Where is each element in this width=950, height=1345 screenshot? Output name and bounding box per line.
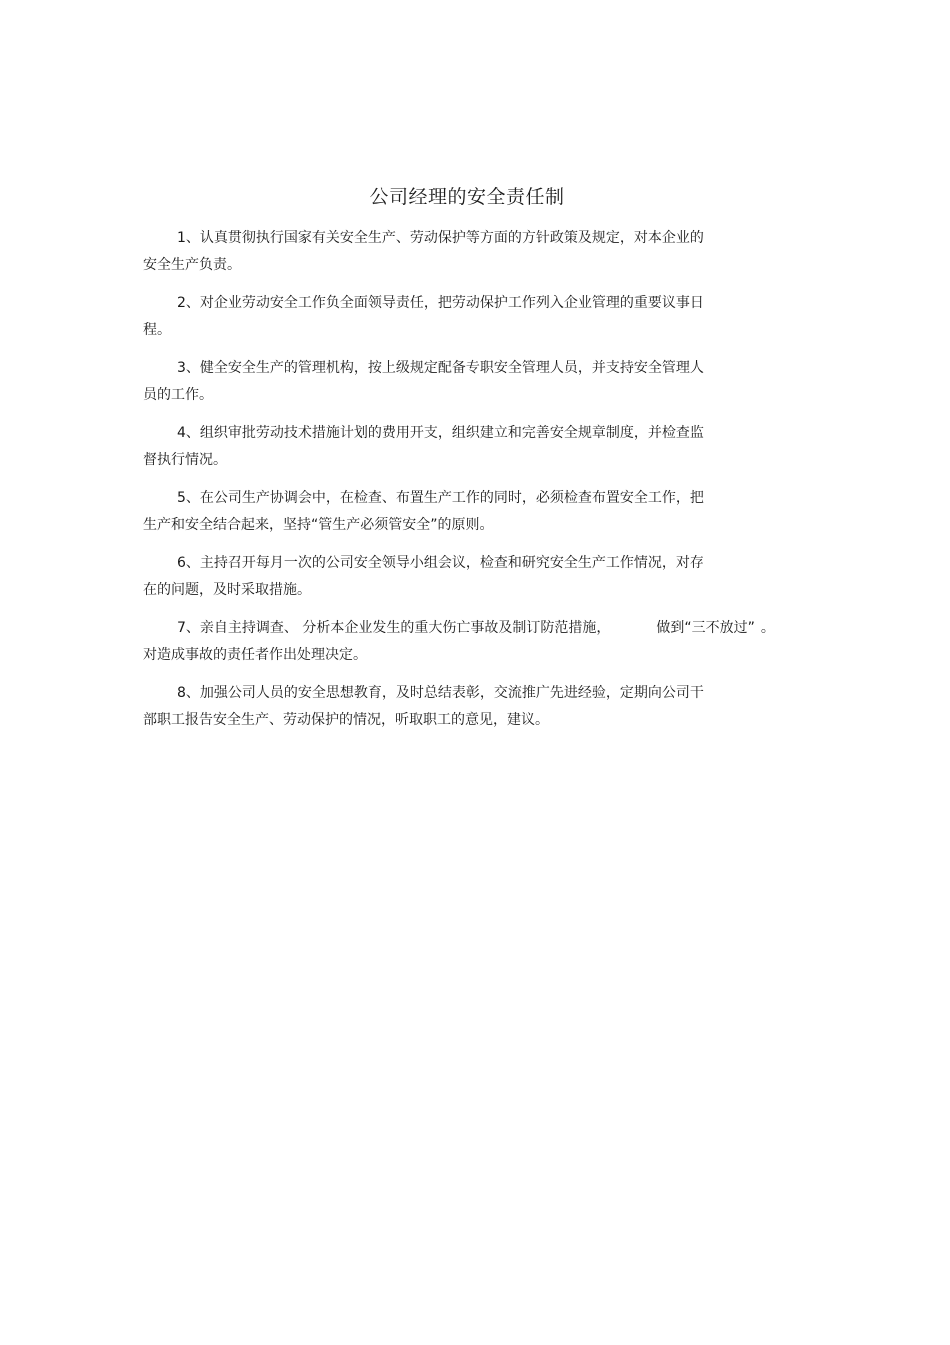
item-line-first: 5、在公司生产协调会中，在检查、布置生产工作的同时，必须检查布置安全工作，把 [177,490,704,506]
item-line-first: 3、健全安全生产的管理机构，按上级规定配备专职安全管理人员，并支持安全管理人 [177,360,704,376]
item-line-part-c: 。 [760,620,775,636]
item-line-continuation: 安全生产负责。 [143,257,241,273]
list-item [143,225,743,279]
list-item [143,680,743,734]
item-line-first: 4、组织审批劳动技术措施计划的费用开支，组织建立和完善安全规章制度，并检查监 [177,425,704,441]
responsibility-list [143,225,775,745]
item-line-part-b: 做到“三不放过” [656,620,755,636]
list-item [143,485,743,539]
item-line-continuation: 在的问题，及时采取措施。 [143,582,311,598]
list-item [143,550,743,604]
item-line-first: 6、主持召开每月一次的公司安全领导小组会议，检查和研究安全生产工作情况，对存 [177,555,704,571]
item-line-first [143,615,775,642]
item-line-first: 2、对企业劳动安全工作负全面领导责任，把劳动保护工作列入企业管理的重要议事日 [177,295,704,311]
item-line-part-a: 7、亲自主持调查、 分析本企业发生的重大伤亡事故及制订防范措施， [177,620,611,636]
item-line-continuation: 程。 [143,322,171,338]
item-line-continuation: 对造成事故的责任者作出处理决定。 [143,647,367,663]
item-line-first: 1、认真贯彻执行国家有关安全生产、劳动保护等方面的方针政策及规定，对本企业的 [177,230,704,246]
item-line-continuation: 生产和安全结合起来，坚持“管生产必须管安全”的原则。 [143,517,494,533]
list-item [143,290,743,344]
item-line-first: 8、加强公司人员的安全思想教育，及时总结表彰，交流推广先进经验，定期向公司干 [177,685,704,701]
list-item [143,355,743,409]
item-line-continuation: 员的工作。 [143,387,213,403]
item-line-continuation: 督执行情况。 [143,452,227,468]
document-title: 公司经理的安全责任制 [369,186,565,208]
list-item [143,615,775,669]
item-line-continuation: 部职工报告安全生产、劳动保护的情况，听取职工的意见，建议。 [143,712,549,728]
list-item [143,420,743,474]
